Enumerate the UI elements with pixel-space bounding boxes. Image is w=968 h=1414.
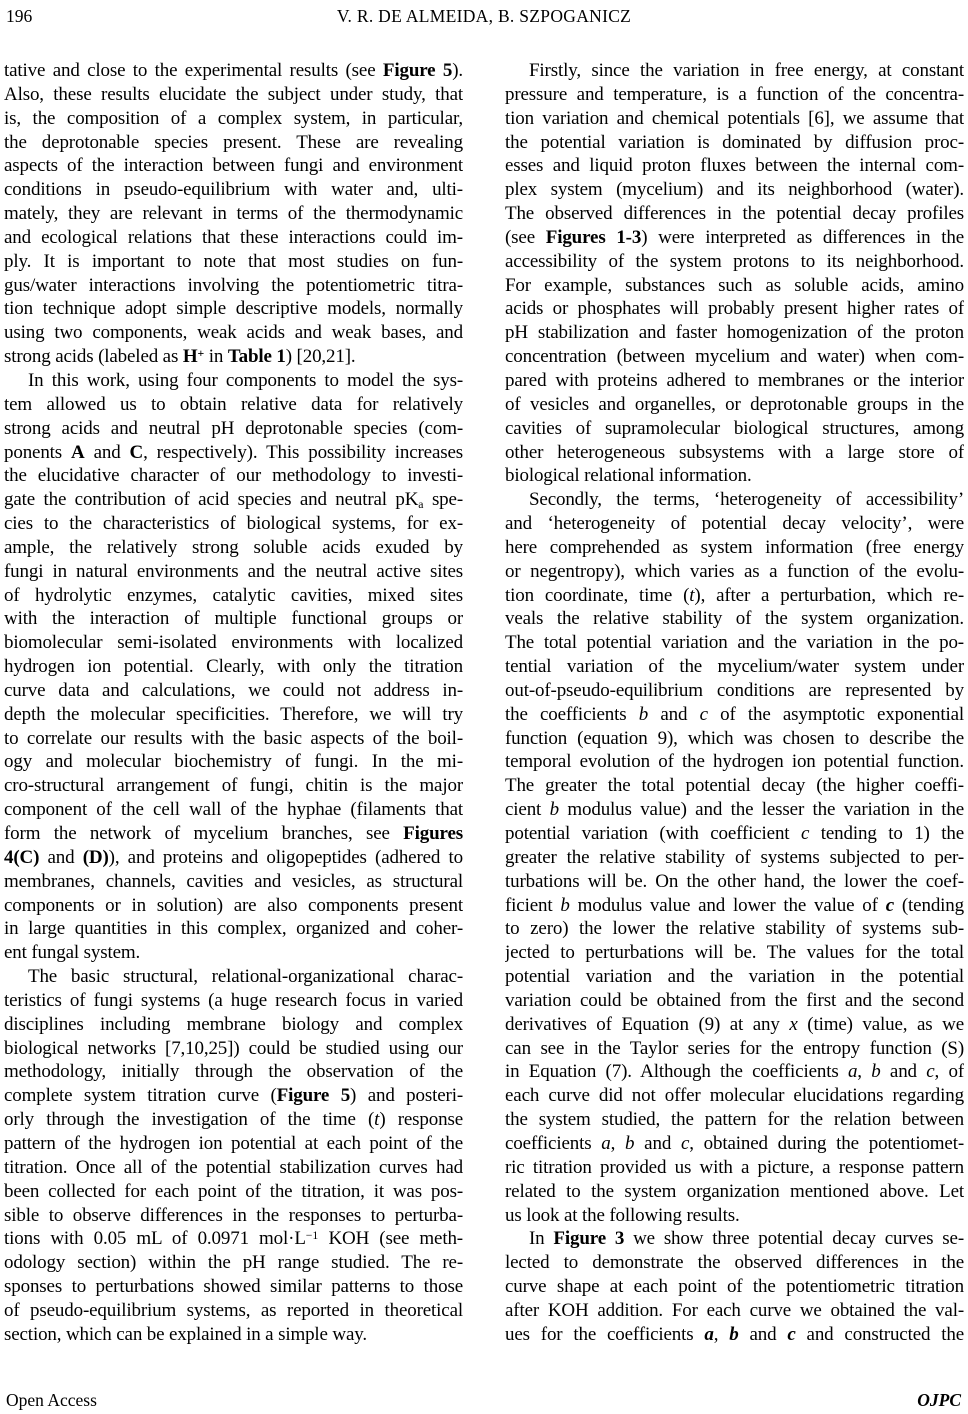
paragraph [4, 965, 463, 1347]
text-line: strong acids and neutral pH deprotonable species (com- [4, 417, 463, 439]
text-line: jected to perturbations will be. The values for the total [505, 942, 964, 964]
text-line: biological networks [7,10,25]) could be studied using our [4, 1037, 463, 1059]
text-line: cro-structural arrangement of fungi, chitin is the major [4, 775, 463, 797]
text-line: fungi in natural environments and the neutral active sites [4, 560, 463, 582]
text-line: to correlate our results with the basic aspects of the boil- [4, 727, 463, 749]
text-line: the system studied, the pattern for the relation between [505, 1109, 964, 1131]
text-line: tion coordinate, time (t), after a perturbation, which re- [505, 584, 964, 606]
text-line: in large quantities in this complex, organized and coher- [4, 918, 463, 940]
text-line: In this work, using four components to model the sys- [28, 369, 463, 391]
text-line: conditions in pseudo-equilibrium with water and, ulti- [4, 179, 463, 201]
text-line: strong acids (labeled as H+ in Table 1) [20,21]. [4, 346, 356, 368]
text-line: (see Figures 1-3) were interpreted as differences in the [505, 226, 964, 248]
text-line: variation could be obtained from the first and the second [505, 989, 964, 1011]
text-line: lected to demonstrate the observed differences in the [505, 1252, 964, 1274]
text-line: aspects of the interaction between fungi and environment [4, 155, 463, 177]
text-line: ample, the relatively strong soluble acids exuded by [4, 536, 463, 558]
page-footer [6, 1390, 961, 1411]
text-line: in Equation (7). Although the coefficients a, b and c, of [505, 1061, 964, 1083]
text-line: esses and liquid proton fluxes between the internal com- [505, 155, 964, 177]
text-line: of vesicles and organelles, or deprotonable groups in the [505, 393, 964, 415]
text-line: The greater the total potential decay (the higher coeffi- [505, 775, 964, 797]
page-header [0, 6, 968, 30]
text-line: to zero) the lower the relative stability of systems sub- [505, 918, 964, 940]
text-line: plex system (mycelium) and its neighborhood (water). [505, 179, 964, 201]
running-head: V. R. DE ALMEIDA, B. SZPOGANICZ [336, 6, 632, 26]
text-line: here comprehended as system information (free energy [505, 536, 964, 558]
text-line: Also, these results elucidate the subject under study, that [4, 83, 463, 105]
page-number: 196 [6, 6, 33, 26]
text-line: For example, substances such as soluble acids, amino [505, 274, 964, 296]
text-line: mately, they are relevant in terms of the thermodynamic [4, 203, 463, 225]
text-line: veals the relative stability of the system organization. [505, 608, 964, 630]
text-line: accessibility of the system protons to its neighborhood. [505, 250, 964, 272]
text-line: gus/water interactions involving the potentiometric titra- [4, 274, 463, 296]
text-line: depth the molecular specificities. Therefore, we will try [4, 703, 463, 725]
text-line: and ecological relations that these interactions could im- [4, 226, 463, 248]
text-line: membranes, channels, cavities and vesicles, as structural [4, 870, 463, 892]
text-line: using two components, weak acids and weak bases, and [4, 322, 463, 344]
text-line: each curve did not offer molecular elucidations regarding [505, 1085, 964, 1107]
journal-abbreviation: OJPC [917, 1390, 961, 1410]
text-line: turbations will be. On the other hand, the lower the coef- [505, 870, 964, 892]
text-line: out-of-pseudo-equilibrium conditions are represented by [505, 679, 964, 701]
paragraph [505, 59, 964, 488]
article-body [0, 59, 968, 1347]
column-right [505, 59, 964, 1347]
text-line: the elucidative character of our methodology to investi- [4, 465, 463, 487]
text-line: The observed differences in the potential decay profiles [505, 203, 964, 225]
text-line: form the network of mycelium branches, see Figures [4, 823, 463, 844]
text-line: coefficients a, b and c, obtained during the potentiomet- [505, 1132, 964, 1154]
text-line: related to the system organization mentioned above. Let [505, 1180, 964, 1202]
text-line: teristics of fungi systems (a huge research focus in varied [4, 989, 463, 1011]
text-line: In Figure 3 we show three potential decay curves se- [529, 1228, 964, 1250]
text-line: pressure and temperature, is a function of the concentra- [505, 83, 964, 105]
text-line: component of the cell wall of the hyphae (filaments that [4, 799, 463, 821]
text-line: or negentropy), which varies as a function of the evolu- [505, 560, 964, 582]
text-line: section, which can be explained in a simple way. [4, 1323, 368, 1345]
text-line: can see in the Taylor series for the entropy function (S) [505, 1037, 964, 1059]
paragraph [4, 369, 463, 965]
text-line: greater the relative stability of systems subjected to per- [505, 846, 964, 868]
text-line: other heterogeneous subsystems with a large store of [505, 441, 964, 463]
text-line: after KOH addition. For each curve we obtained the val- [505, 1299, 964, 1321]
text-line: pattern of the hydrogen ion potential at each point of the [4, 1132, 463, 1154]
text-line: tem allowed us to obtain relative data for relatively [4, 393, 463, 415]
text-line: pared with proteins adhered to membranes or the interior [505, 369, 964, 391]
paragraph [505, 1227, 964, 1346]
text-line: potential variation and the variation in the potential [505, 966, 964, 988]
open-access-label: Open Access [6, 1390, 97, 1410]
text-line: pH stabilization and faster homogenization of the proton [505, 322, 964, 344]
text-line: odology section) within the pH range studied. The re- [4, 1252, 463, 1274]
text-line: complete system titration curve (Figure 5) and posteri- [4, 1085, 463, 1107]
text-line: hydrogen ion potential. Clearly, with only the titration [4, 656, 463, 678]
text-line: been collected for each point of the titration, it was pos- [4, 1180, 463, 1202]
text-line: ficient b modulus value and lower the value of c (tending [505, 894, 964, 916]
text-line: the coefficients b and c of the asymptotic exponential [505, 703, 964, 725]
text-line: ric titration provided us with a picture, a response pattern [505, 1156, 964, 1178]
paragraph [505, 488, 964, 1227]
text-line: and ‘heterogeneity of potential decay velocity’, were [505, 513, 964, 535]
text-line: tative and close to the experimental results (see Figure 5). [4, 60, 463, 81]
text-line: curve shape at each point of the potentiometric titration [505, 1276, 964, 1298]
text-line: the deprotonable species present. These are revealing [4, 131, 463, 153]
text-line: tions with 0.05 mL of 0.0971 $mol\cdot L^{-1}$ KOH (see meth- [4, 1228, 463, 1250]
text-line: the potential variation is dominated by diffusion proc- [505, 131, 964, 153]
text-line: tential variation of the mycelium/water system under [505, 656, 964, 678]
text-line: with the interaction of multiple functional groups or [4, 608, 463, 630]
text-line: sible to observe differences in the responses to perturba- [4, 1204, 463, 1226]
text-line: potential variation (with coefficient c tending to 1) the [505, 823, 964, 844]
text-line: cient b modulus value) and the lesser the variation in the [505, 799, 964, 821]
text-line: The total potential variation and the variation in the po- [505, 632, 964, 654]
text-line: acids or phosphates will probably present higher rates of [505, 298, 964, 320]
text-line: sponses to perturbations showed similar patterns to those [4, 1276, 463, 1298]
text-line: is, the composition of a complex system, in particular, [4, 107, 463, 129]
text-line: titration. Once all of the potential stabilization curves had [4, 1156, 463, 1178]
text-line: curve data and calculations, we could not address in- [4, 679, 463, 701]
paragraph [4, 59, 463, 369]
text-line: ponents A and C, respectively). This possibility increases [4, 441, 463, 463]
text-line: of hydrolytic enzymes, catalytic cavities, mixed sites [4, 584, 463, 606]
text-line: gate the contribution of acid species and neutral pKa spe- [4, 489, 463, 512]
text-line: orly through the investigation of the time (t) response [4, 1109, 463, 1131]
text-line: tion technique adopt simple descriptive models, normally [4, 298, 463, 320]
text-line: concentration (between mycelium and water) when com- [505, 346, 964, 368]
text-line: temporal evolution of the hydrogen ion potential function. [505, 751, 964, 773]
text-line: ues for the coefficients a, b and c and constructed the [505, 1323, 964, 1345]
text-line: Firstly, since the variation in free energy, at constant [529, 60, 964, 81]
text-line: ent fungal system. [4, 942, 141, 964]
text-line: ply. It is important to note that most studies on fun- [4, 250, 463, 272]
text-line: cavities of supramolecular biological structures, among [505, 417, 964, 439]
text-line: disciplines including membrane biology and complex [4, 1013, 463, 1035]
text-line: Secondly, the terms, ‘heterogeneity of accessibility’ [529, 489, 964, 511]
text-line: derivatives of Equation (9) at any x (time) value, as we [505, 1013, 964, 1035]
text-line: The basic structural, relational-organizational charac- [28, 966, 463, 988]
text-line: function (equation 9), which was chosen to describe the [505, 727, 964, 749]
text-line: biomolecular semi-isolated environments with localized [4, 632, 463, 654]
text-line: 4(C) and (D)), and proteins and oligopeptides (adhered to [4, 846, 463, 868]
text-line: tion variation and chemical potentials [6], we assume that [505, 107, 964, 129]
text-line: cies to the characteristics of biological systems, for ex- [4, 513, 463, 535]
text-line: biological relational information. [505, 465, 752, 487]
text-line: us look at the following results. [505, 1204, 740, 1226]
column-left [4, 59, 463, 1347]
text-line: ogy and molecular biochemistry of fungi. In the mi- [4, 751, 463, 773]
text-line: methodology, initially through the observation of the [4, 1061, 463, 1083]
text-line: components or in solution) are also components present [4, 894, 463, 916]
text-line: of pseudo-equilibrium systems, as reported in theoretical [4, 1299, 463, 1321]
